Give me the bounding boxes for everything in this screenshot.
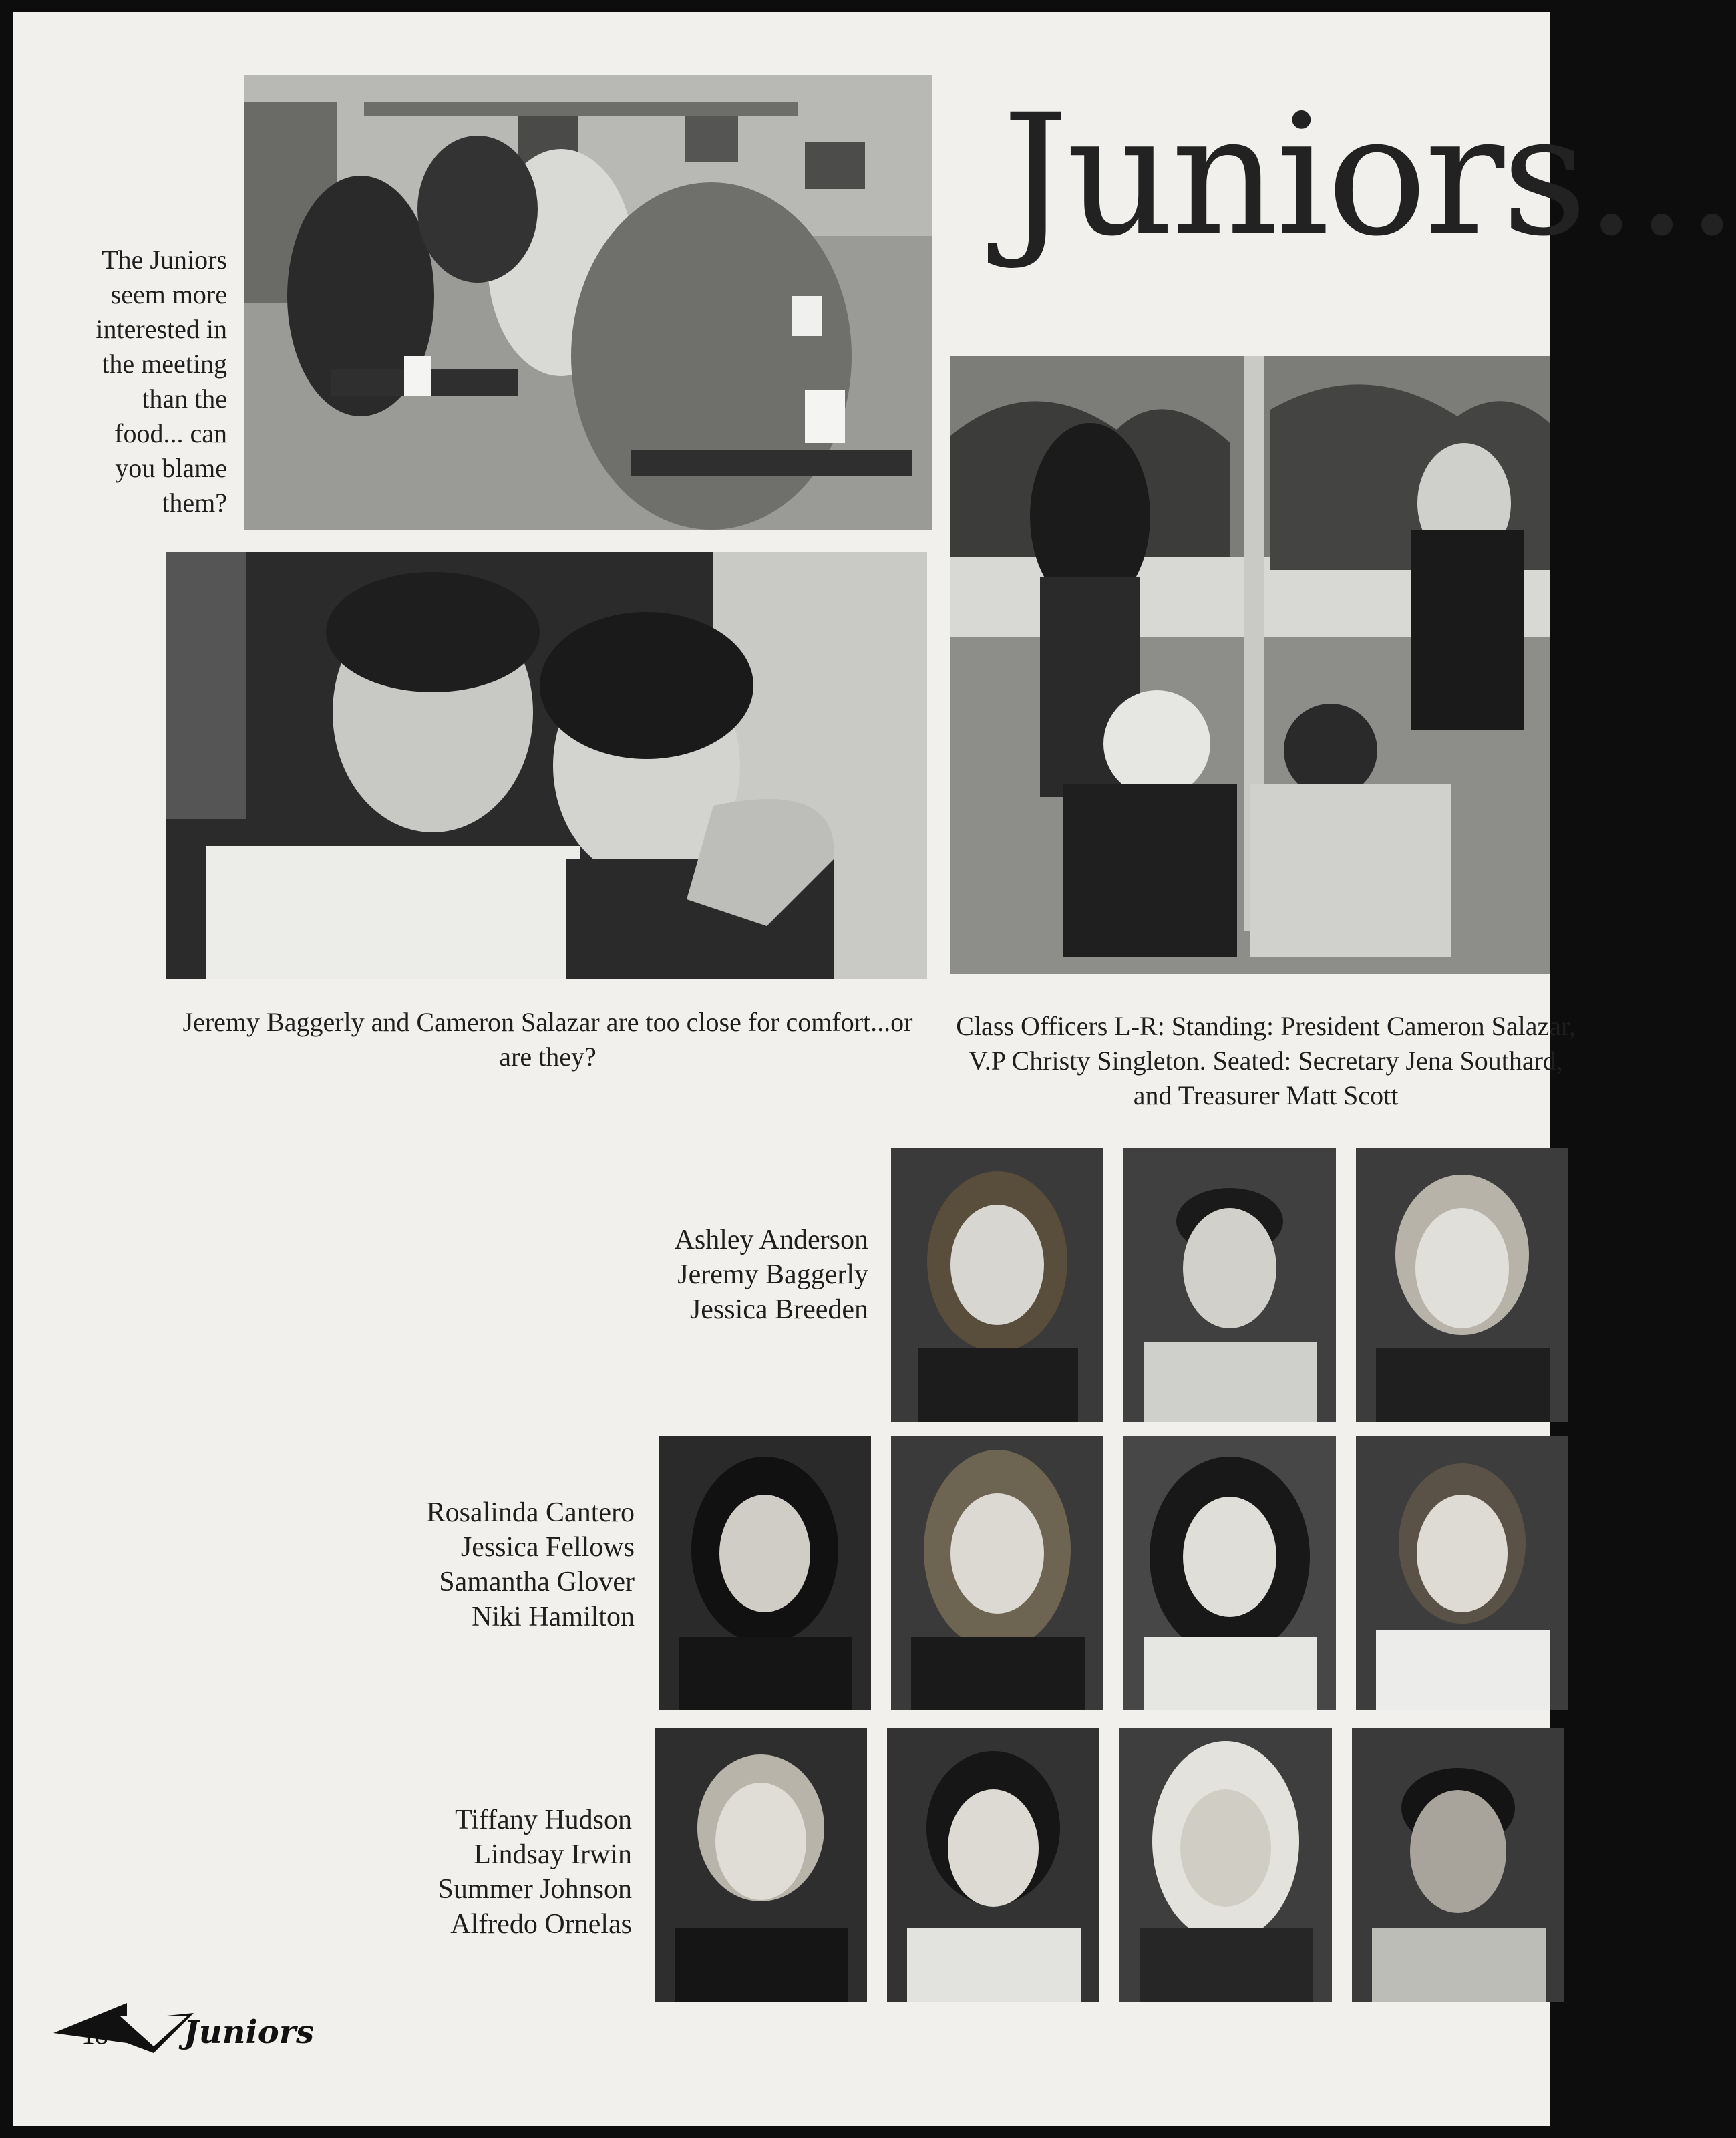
- page-number: 18: [81, 2020, 108, 2050]
- student-name: Ashley Anderson: [674, 1225, 868, 1255]
- section-label: Juniors: [184, 2014, 315, 2051]
- portrait-photo: [1352, 1728, 1564, 2002]
- officers-caption: Class Officers L-R: Standing: President Cameron Salazar, V.P Christy Singleton. Seated: Secretary Jena Southard, and Treasurer Matt Scott: [956, 1011, 1576, 1110]
- portrait-photo: [887, 1728, 1099, 2002]
- meeting-photo: [244, 75, 932, 530]
- portrait-photo: [1356, 1148, 1568, 1422]
- student-name: Tiffany Hudson: [455, 1805, 632, 1835]
- page-title: Juniors...: [1002, 78, 1736, 273]
- portrait-names-row-1: [581, 1223, 868, 1327]
- student-name: Jeremy Baggerly: [677, 1259, 868, 1290]
- portrait-photo: [891, 1436, 1103, 1710]
- student-name: Alfredo Ornelas: [450, 1909, 632, 1940]
- officers-photo: [950, 356, 1550, 974]
- student-name: Jessica Breeden: [689, 1294, 868, 1325]
- portrait-photo: [1123, 1436, 1336, 1710]
- portrait-names-row-3: [345, 1803, 632, 1942]
- portrait-photo: [659, 1436, 871, 1710]
- yearbook-page: [13, 12, 1736, 2126]
- student-name: Lindsay Irwin: [474, 1839, 632, 1870]
- portrait-photo: [1123, 1148, 1336, 1422]
- meeting-caption: The Juniors seem more interested in the meeting than the food... can you blame them?: [96, 245, 227, 518]
- student-name: Summer Johnson: [438, 1874, 632, 1905]
- portrait-photo: [1119, 1728, 1332, 2002]
- couple-photo: [166, 552, 927, 979]
- student-name: Samantha Glover: [439, 1567, 635, 1597]
- portrait-names-row-2: [347, 1495, 635, 1634]
- portrait-photo: [655, 1728, 867, 2002]
- student-name: Rosalinda Cantero: [426, 1497, 635, 1528]
- student-name: Niki Hamilton: [472, 1601, 635, 1632]
- portrait-photo: [1356, 1436, 1568, 1710]
- couple-caption: Jeremy Baggerly and Cameron Salazar are too close for comfort...or are they?: [182, 1007, 913, 1072]
- student-name: Jessica Fellows: [460, 1532, 635, 1563]
- portrait-photo: [891, 1148, 1103, 1422]
